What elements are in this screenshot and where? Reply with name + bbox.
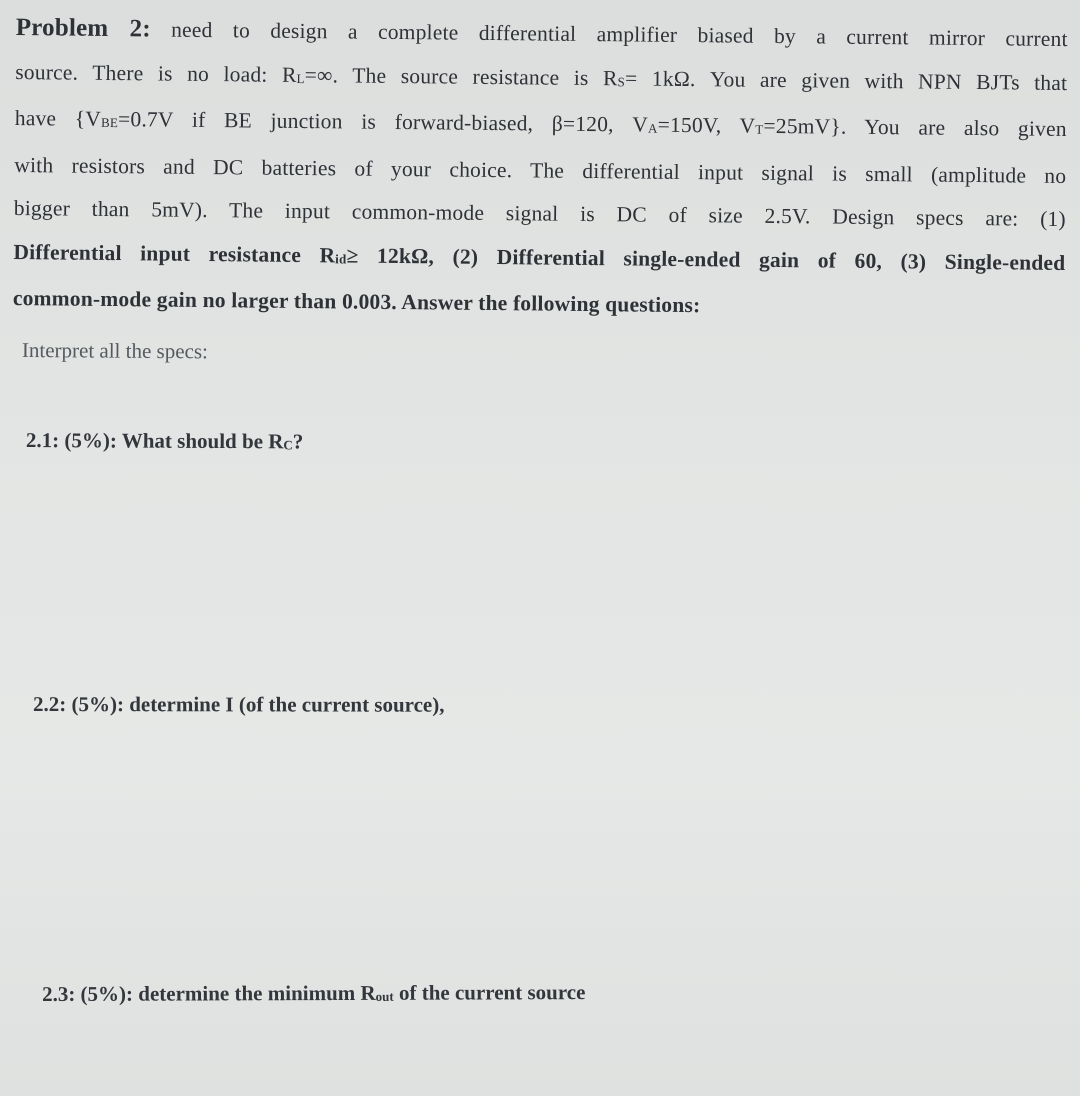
problem-line-3: have {VBE=0.7V if BE junction is forward-biased, β=120, VA=150V, VT=25mV}. You are also given	[14, 105, 1067, 142]
problem-statement	[13, 6, 1068, 331]
problem-heading: Problem 2:	[15, 13, 151, 43]
question-2-1: 2.1: (5%): What should be RC?	[25, 428, 304, 454]
problem-line-7: common-mode gain no larger than 0.003. Answer the following questions:	[12, 285, 701, 318]
problem-line-5: bigger than 5mV). The input common-mode signal is DC of size 2.5V. Design specs are: (1)	[13, 195, 1066, 232]
problem-line-1: Problem 2: need to design a complete differential amplifier biased by a current mirror current	[15, 13, 1068, 52]
problem-line-4: with resistors and DC batteries of your choice. The differential input signal is small (amplitude no	[14, 152, 1067, 188]
question-2-3: 2.3: (5%): determine the minimum Rout of the current source	[42, 980, 586, 1006]
question-2-2: 2.2: (5%): determine I (of the current source),	[32, 692, 445, 717]
problem-line-2: source. There is no load: RL=∞. The source resistance is RS= 1kΩ. You are given with NPN BJTs that	[15, 59, 1068, 95]
problem-line-6: Differential input resistance Rid≥ 12kΩ, (2) Differential single-ended gain of 60, (3) Single-ended	[13, 239, 1066, 275]
interpret-prompt: Interpret all the specs:	[21, 338, 209, 364]
